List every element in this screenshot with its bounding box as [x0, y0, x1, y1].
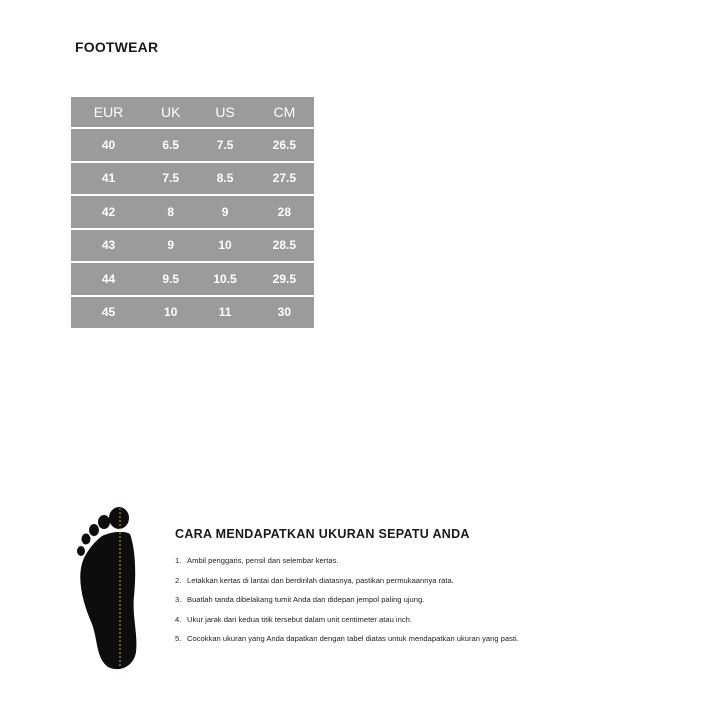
cell-cm: 27.5 — [255, 163, 314, 197]
cell-eur: 44 — [71, 263, 146, 297]
cell-eur: 45 — [101, 305, 116, 320]
step-text: Buatlah tanda dibelakang tumit Anda dan didepan jempol paling ujung. — [187, 595, 425, 604]
page-title: FOOTWEAR — [75, 39, 159, 55]
list-item — [175, 556, 695, 576]
step-number: 5. — [175, 634, 182, 643]
table-header-row — [71, 97, 314, 129]
header-uk: UK — [146, 97, 195, 129]
step-text: Ambil penggaris, pensil dan selembar kertas. — [187, 556, 339, 565]
cell-us: 9 — [195, 196, 254, 230]
big-toe — [109, 507, 129, 529]
step-text: Letakkan kertas di lantai dan berdirilah diatasnya, pastikan permukaannya rata. — [187, 575, 454, 585]
cell-uk: 10 — [164, 305, 178, 320]
fourth-toe — [82, 534, 91, 545]
table-row — [71, 297, 314, 329]
foot-measurement-illustration — [72, 506, 152, 671]
cell-eur: 40 — [71, 129, 146, 163]
foot-sole — [80, 532, 136, 669]
cell-eur: 42 — [71, 196, 146, 230]
table-row — [71, 263, 314, 297]
cell-us: 10 — [195, 230, 254, 264]
cell-eur: 41 — [71, 163, 146, 197]
step-text: Ukur jarak dari kedua titik tersebut dalam unit centimeter atau inch. — [187, 614, 412, 624]
second-toe — [98, 515, 110, 529]
cell-uk: 7.5 — [146, 163, 195, 197]
instructions-list — [175, 556, 695, 654]
table-row — [71, 163, 314, 197]
table-row — [71, 129, 314, 163]
cell-cm: 29.5 — [255, 263, 314, 297]
cell-cm: 30 — [277, 305, 292, 320]
cell-cm: 28 — [255, 196, 314, 230]
table-row — [71, 230, 314, 264]
cell-us: 7.5 — [195, 129, 254, 163]
step-number: 1. — [175, 556, 182, 565]
cell-uk: 8 — [146, 196, 195, 230]
third-toe — [89, 524, 99, 536]
table-row — [71, 196, 314, 230]
size-chart-table — [71, 97, 314, 328]
cell-eur: 43 — [71, 230, 146, 264]
list-item — [175, 615, 695, 635]
step-number: 4. — [175, 614, 182, 624]
little-toe — [77, 546, 85, 556]
list-item — [175, 576, 695, 596]
cell-cm: 28.5 — [255, 230, 314, 264]
cell-cm: 26.5 — [255, 129, 314, 163]
header-cm: CM — [255, 97, 314, 129]
step-text: Cocokkan ukuran yang Anda dapatkan dengan tabel diatas untuk mendapatkan ukuran yang pasti. — [187, 634, 519, 643]
cell-uk: 9 — [146, 230, 195, 264]
list-item — [175, 595, 695, 615]
list-item — [175, 634, 695, 654]
cell-us: 8.5 — [195, 163, 254, 197]
howto-title: CARA MENDAPATKAN UKURAN SEPATU ANDA — [175, 527, 470, 541]
cell-uk: 9.5 — [146, 263, 195, 297]
cell-us: 11 — [218, 305, 232, 320]
step-number: 2. — [175, 575, 182, 585]
cell-us: 10.5 — [195, 263, 254, 297]
cell-uk: 6.5 — [146, 129, 195, 163]
step-number: 3. — [175, 595, 182, 604]
header-us: US — [195, 97, 254, 129]
header-eur: EUR — [71, 97, 146, 129]
